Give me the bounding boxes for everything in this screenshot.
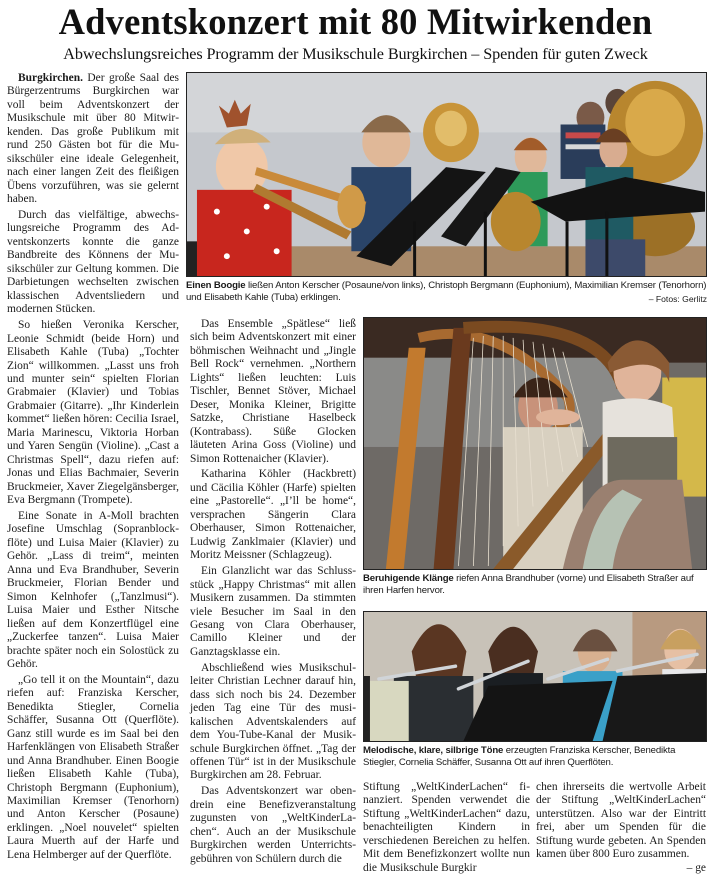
photo-caption-harp (363, 573, 709, 597)
paragraph-closing (536, 781, 706, 874)
paragraph: Das Adventskonzert war obendrein eine Benefizveranstaltung zugunsten von „WeltKinderLachen“. Auch an der Musikschule Burgkirchen werden Unterrichtsgebühren von Schülern durch die (190, 785, 356, 865)
paragraph: „Go tell it on the Mountain“, dazu riefen auf: Franziska Kerscher, Benedikta Stiegler, Cornelia Schäffer, Susanna Ott (Querflöte). Ganz still wurde es im Saal bei den Harfenklängen von Elisabeth Straßer und Anna Brandhuber. Einen Boogie ließen Elisabeth Kahle (Tuba), Christoph Bergmann (Euphonium), Maximilian Kremser (Tenorhorn) und Anton Kerscher (Posaune) erklingen. „Noel nouvelet“ spielten Laura Muerth auf der Harfe und Lena Helmberger auf der Querflöte. (7, 673, 179, 861)
paragraph: Abschließend wies Musikschulleiter Christian Lechner darauf hin, dass sich noch bis 24. Dezember jeden Tag eine Tür des musikalischen Adventskalenders auf dem You-Tube-Kanal der Musikschule Burgkirchen öffnet. „Tag der offenen Tür“ ist in der Musikschule Burgkirchen am 28. Februar. (190, 661, 356, 782)
photo-flutists (363, 611, 707, 742)
photo-credit: – Fotos: Gerlitz (648, 294, 707, 304)
paragraph: So hießen Veronika Kerscher, Leonie Schmidt (beide Horn) und Elisabeth Kahle (Tuba) „Tochter Zion“ willkommen. „Lasst uns froh und munter sein“ spielten Florian Grabmaier (Klavier) und Tobias Grabmaier (Gitarre). „Ihr Kinderlein kommet“ ließen hören: Cecilia Israel, Maria Marinescu, Viktoria Horban und Yaren Sengün (Violine). „Cast a Christmas Spell“, dazu riefen auf: Jonas und Elias Bachmaier, Severin Bruckmeier, Xaver Ziegelgänsberger, Eva Bergmann (Trompete). (7, 319, 179, 507)
caption-lead: Melodische, klare, silbrige Töne (363, 745, 504, 756)
caption-text: ließen Anton Kerscher (Posaune/von links), Christoph Bergmann (Euphonium), Maximilian Kremser (Tenorhorn) und Elisabeth Kahle (Tuba) erklingen. (186, 280, 707, 303)
caption-lead: Einen Boogie (186, 280, 246, 291)
paragraph: Das Ensemble „Spätlese“ ließ sich beim Adventskonzert mit einer böhmischen Weihnacht und „Jingle Bell Rock“ vernehmen. „Northern Lights“ ließen leuchten: Luis Tischler, Bennet Stöver, Michael Deser, Monika Kleiner, Brigitte Satzke, Christiane Haselbeck (Kontrabass). Süße Glocken läuteten Arina Goss (Violine) und Simon Rottenaicher (Klavier). (190, 318, 356, 465)
photo-caption-brass (186, 280, 708, 304)
paragraph-text: chen ihrerseits die wertvolle Arbeit der Stiftung „WeltKinderLachen“ unterstützen. Also war der Eintritt frei, aber um Spenden für die Stiftung wurde gebeten. An Spenden kamen über 800 Euro zusammen. (536, 781, 706, 861)
paragraph-intro (7, 72, 179, 207)
article-column-2 (190, 318, 356, 869)
caption-lead: Beruhigende Klänge (363, 573, 454, 584)
paragraph: Ein Glanzlicht war das Schlussstück „Happy Christmas“ mit allen Musikern zusammen. Da stimmten viele Besucher im Saal in den Gesang von Clara Oberhauser, Camillo Kleiner und der Ganztagsklasse ein. (190, 565, 356, 658)
photo-brass-ensemble (186, 72, 707, 277)
article-headline: Adventskonzert mit 80 Mitwirkenden (58, 1, 653, 42)
article-column-4 (536, 781, 706, 875)
article-column-1 (7, 72, 179, 865)
author-signature: – ge (686, 861, 706, 874)
harp-photo-illustration (364, 318, 706, 569)
photo-caption-flute (363, 745, 709, 769)
paragraph: Durch das vielfältige, abwechslungsreiche Programm des Adventskonzerts konnte die ganze Bandbreite des Könnens der Musikschüler zur Geltung kommen. Die Darbietungen wechselten zwischen klassischen Adventsliedern und modernen Stücken. (7, 209, 179, 316)
flute-photo-illustration (364, 612, 706, 741)
paragraph: Katharina Köhler (Hackbrett) und Cäcilia Köhler (Harfe) spielten eine „Pastorelle“. „I’ll be home“, versprachen Sängerin Clara Oberhauser, Simon Rottenaicher, Ludwig Zanklmaier (Klavier) und Moritz Meissner (Schlagzeug). (190, 468, 356, 562)
caption-text: erzeugten Franziska Kerscher, Benedikta Stiegler, Cornelia Schäffer, Susanna Ott auf ihren Querflöten. (363, 745, 676, 768)
dateline: Burgkirchen. (18, 72, 83, 84)
paragraph: Eine Sonate in A-Moll brachten Josefine Umschlag (Sopranblockflöte) und Luisa Maier (Klavier) zu Gehör. „Lass di treim“, meinten Anna und Eva Brandhuber, Severin Bruckmeier, Florian Bender und Simon Kelnhofer („Tanzlmusi“). Luisa Maier und Esther Nitsche ließen auf dem Konzertflügel eine „Zuckerfee tanzen“. Luisa Maier brachte später noch ein Solostück zu Gehör. (7, 510, 179, 670)
brass-photo-illustration (187, 73, 706, 276)
paragraph: Stiftung „WeltKinderLachen“ finanziert. Spenden verwendet die Stiftung „WeltKinderLachen“ dazu, benachteiligten Kindern in verschiedenen Bereichen zu helfen. Mit dem Benefizkonzert wollte nun die Musikschule Burgkir (363, 781, 530, 874)
caption-text: riefen Anna Brandhuber (vorne) und Elisabeth Straßer auf ihren Harfen hervor. (363, 573, 694, 596)
photo-harpists (363, 317, 707, 570)
paragraph-text: Der große Saal des Bürgerzentrums Burgkirchen war voll beim Adventskonzert der Musikschule mit über 80 Mitwirkenden. Das große Publikum mit rund 250 Gästen bot für die Musikschüler eine ideale Gelegenheit, nach einer langen Zeit des fleißigen Übens vorzuführen, was sie gelernt haben. (7, 72, 179, 206)
article-column-3 (363, 781, 530, 878)
article-subheadline: Abwechslungsreiches Programm der Musikschule Burgkirchen – Spenden für guten Zweck (63, 45, 648, 63)
